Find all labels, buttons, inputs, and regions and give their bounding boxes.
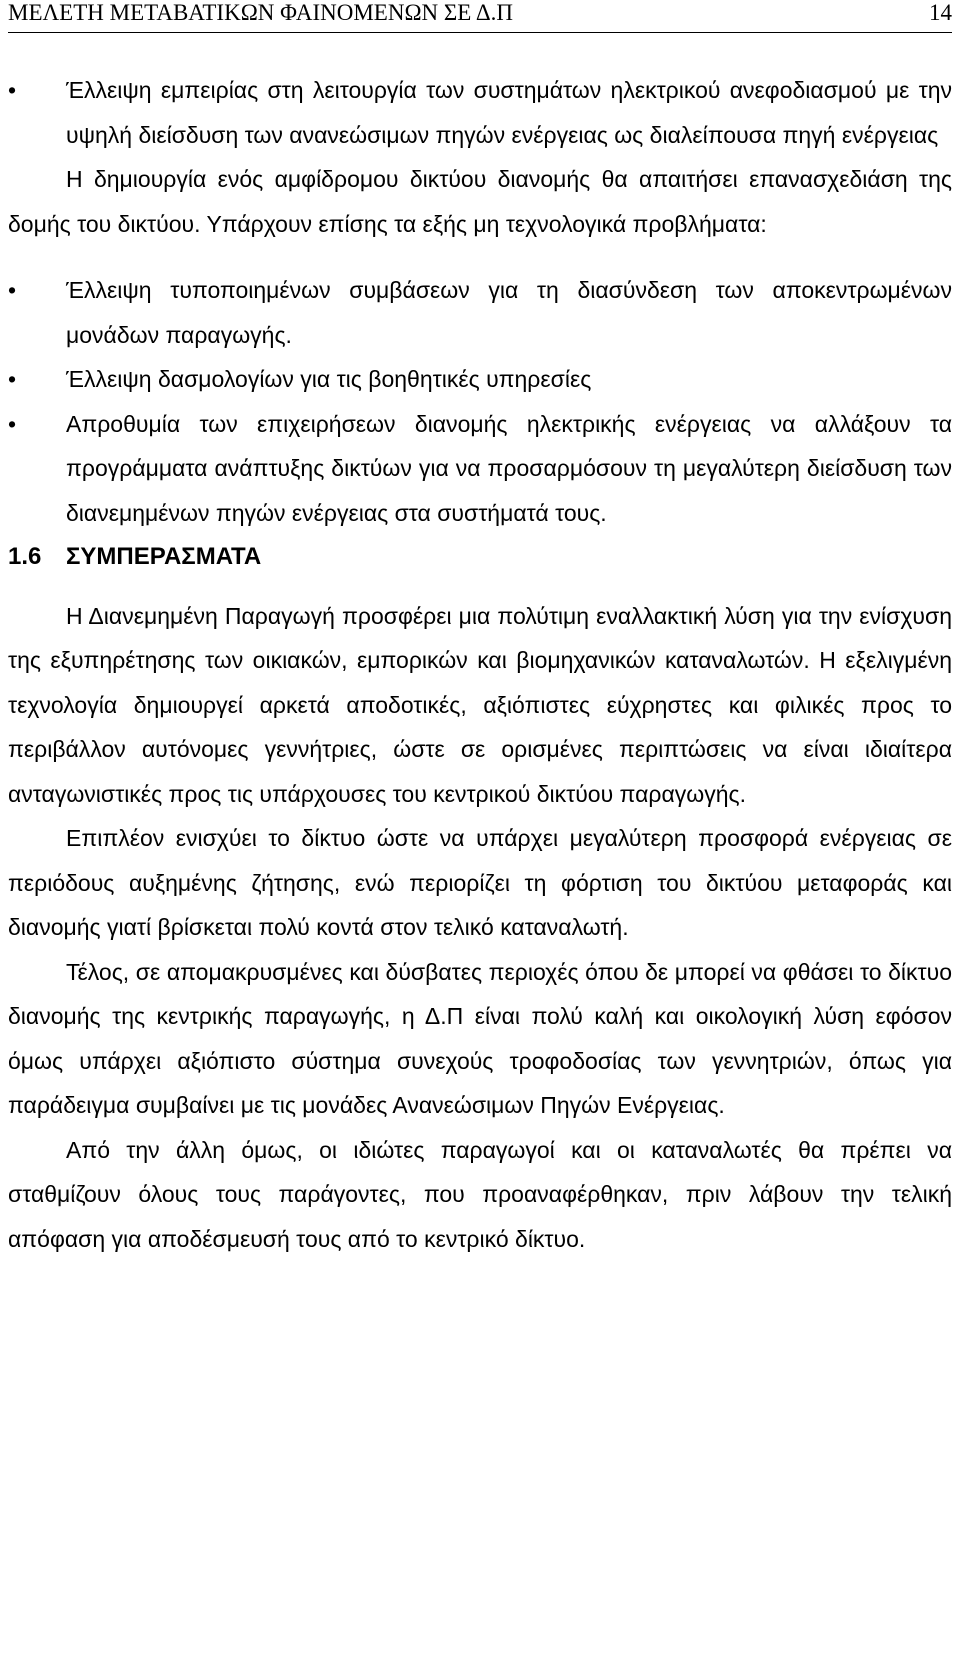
list-item	[8, 268, 952, 357]
running-header	[8, 0, 952, 33]
list-item-text: Έλλειψη εμπειρίας στη λειτουργία των συστημάτων ηλεκτρικού ανεφοδιασμού με την υψηλή διείσδυση των ανανεώσιμων πηγών ενέργειας ως διαλείπουσα πηγή ενέργειας	[66, 77, 952, 148]
document-body	[8, 68, 952, 1261]
list-item-text: Έλλειψη δασμολογίων για τις βοηθητικές υπηρεσίες	[66, 366, 592, 392]
bullet-icon: •	[8, 77, 17, 103]
paragraph: Η Διανεμημένη Παραγωγή προσφέρει μια πολύτιμη εναλλακτική λύση για την ενίσχυση της εξυπηρέτησης των οικιακών, εμπορικών και βιομηχανικών καταναλωτών. Η εξελιγμένη τεχνολογία δημιουργεί αρκετά αποδοτικές, αξιόπιστες εύχρηστες και φιλικές προς το περιβάλλον αυτόνομες γεννήτριες, ώστε σε ορισμένες περιπτώσεις να είναι ιδιαίτερα ανταγωνιστικές προς τις υπάρχουσες του κεντρικού δικτύου παραγωγής.	[8, 602, 952, 807]
list-item	[8, 357, 952, 402]
page-number: 14	[929, 0, 952, 25]
list-item-text: Απροθυμία των επιχειρήσεων διανομής ηλεκτρικής ενέργειας να αλλάξουν τα προγράμματα ανάπτυξης δικτύων για να προσαρμόσουν τη μεγαλύτερη διείσδυση των διανεμημένων πηγών ενέργειας στα συστήματά τους.	[66, 410, 952, 526]
section-heading	[8, 535, 952, 580]
paragraph: Επιπλέον ενισχύει το δίκτυο ώστε να υπάρχει μεγαλύτερη προσφορά ενέργειας σε περιόδους αυξημένης ζήτησης, ενώ περιορίζει τη φόρτιση του δικτύου μεταφοράς και διανομής γιατί βρίσκεται πολύ κοντά στον τελικό καταναλωτή.	[8, 825, 952, 940]
header-title: ΜΕΛΕΤΗ ΜΕΤΑΒΑΤΙΚΩΝ ΦΑΙΝΟΜΕΝΩΝ ΣΕ Δ.Π	[8, 0, 513, 25]
paragraph: Από την άλλη όμως, οι ιδιώτες παραγωγοί και οι καταναλωτές θα πρέπει να σταθμίζουν όλους τους παράγοντες, που προαναφέρθηκαν, πριν λάβουν την τελική απόφαση για αποδέσμευσή τους από το κεντρικό δίκτυο.	[8, 1136, 952, 1252]
list-item	[8, 68, 952, 157]
bullet-icon: •	[8, 366, 17, 392]
section-title: ΣΥΜΠΕΡΑΣΜΑΤΑ	[66, 543, 262, 570]
paragraph: Τέλος, σε απομακρυσμένες και δύσβατες περιοχές όπου δε μπορεί να φθάσει το δίκτυο διανομής της κεντρικής παραγωγής, η Δ.Π είναι πολύ καλή και οικολογική λύση εφόσον όμως υπάρχει αξιόπιστο σύστημα συνεχούς τροφοδοσίας των γεννητριών, όπως για παράδειγμα συμβαίνει με τις μονάδες Ανανεώσιμων Πηγών Ενέργειας.	[8, 958, 952, 1118]
section-number: 1.6	[8, 543, 42, 570]
paragraph-network: Η δημιουργία ενός αμφίδρομου δικτύου διανομής θα απαιτήσει επανασχεδιάση της δομής του δικτύου. Υπάρχουν επίσης τα εξής μη τεχνολογικά προβλήματα:	[8, 166, 952, 237]
bullet-icon: •	[8, 410, 17, 437]
bullet-icon: •	[8, 277, 17, 303]
list-item-text: Έλλειψη τυποποιημένων συμβάσεων για τη διασύνδεση των αποκεντρωμένων μονάδων παραγωγής.	[66, 277, 952, 348]
list-item	[8, 402, 952, 536]
